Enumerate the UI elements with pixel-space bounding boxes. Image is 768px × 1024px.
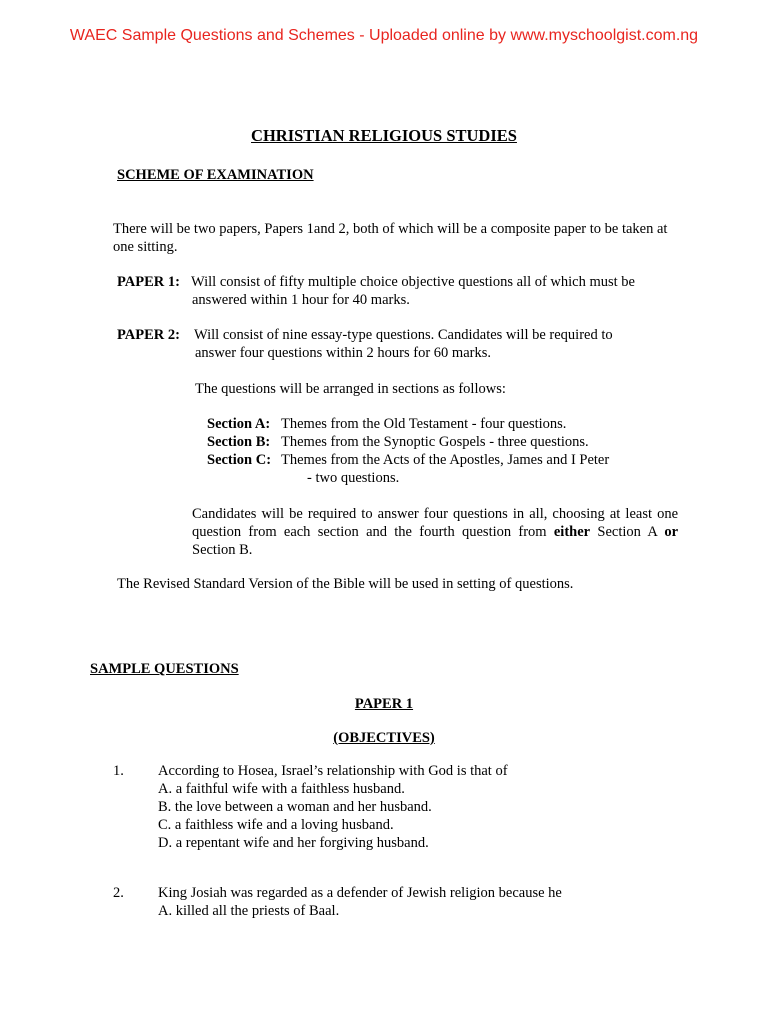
question-stem: According to Hosea, Israel’s relationship with God is that of [158,763,508,779]
question-number: 2. [113,885,124,901]
scheme-heading: SCHEME OF EXAMINATION [117,167,314,183]
section-b-text: Themes from the Synoptic Gospels - three questions. [281,434,589,450]
candidates-text-2: Section A [597,524,658,540]
section-c-continuation: - two questions. [307,470,400,486]
section-a-label: Section A: [207,416,271,432]
section-a-text: Themes from the Old Testament - four questions. [281,416,567,432]
question-option: D. a repentant wife and her forgiving husband. [158,835,429,851]
paper1-line2: answered within 1 hour for 40 marks. [192,292,410,308]
sections-intro: The questions will be arranged in sections as follows: [195,381,506,397]
section-c-text: Themes from the Acts of the Apostles, James and I Peter [281,452,610,468]
section-b-label: Section B: [207,434,271,450]
paper1-label: PAPER 1: [117,274,180,290]
paper2-line2: answer four questions within 2 hours for 60 marks. [195,345,491,361]
question-option: A. a faithful wife with a faithless husband. [158,781,405,797]
sample-questions-heading: SAMPLE QUESTIONS [90,661,239,677]
paper2-label: PAPER 2: [117,327,180,343]
question-option: C. a faithless wife and a loving husband. [158,817,394,833]
paper1-line1: Will consist of fifty multiple choice objective questions all of which must be [191,274,635,290]
source-banner: WAEC Sample Questions and Schemes - Uploaded online by www.myschoolgist.com.ng [69,27,699,44]
intro-paragraph: There will be two papers, Papers 1and 2, both of which will be a composite paper to be taken at one sitting. [113,221,668,255]
question-option: A. killed all the priests of Baal. [158,903,340,919]
paper2-line1: Will consist of nine essay-type questions. Candidates will be required to [194,327,613,343]
paper1-heading: PAPER 1 [354,696,414,712]
document-title: CHRISTIAN RELIGIOUS STUDIES [251,126,517,145]
question-option: B. the love between a woman and her husband. [158,799,432,815]
question-stem: King Josiah was regarded as a defender of Jewish religion because he [158,885,562,901]
question-number: 1. [113,763,124,779]
candidates-either: either [553,524,591,540]
candidates-paragraph [192,505,678,559]
section-c-label: Section C: [207,452,272,468]
candidates-or: or [664,524,679,540]
candidates-text-3: Section B. [192,542,253,558]
rsv-note: The Revised Standard Version of the Bible will be used in setting of questions. [117,576,574,592]
candidates-text-1: Candidates will be required to answer four questions in all, choosing at least one question from each section and the fourth question from [192,506,678,540]
objectives-heading: (OBJECTIVES) [333,730,435,746]
